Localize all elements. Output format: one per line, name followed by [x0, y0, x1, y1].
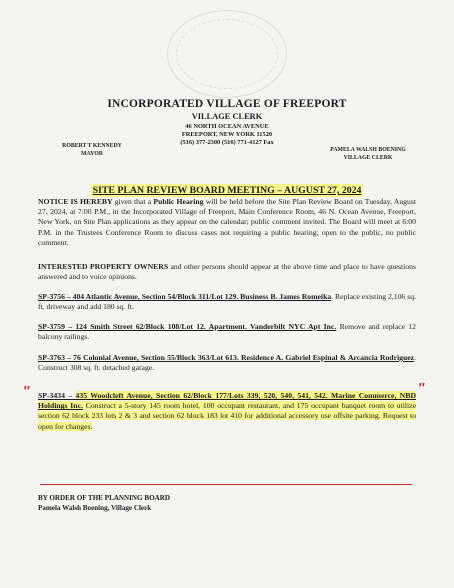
mayor-name: ROBERT T KENNEDY: [62, 143, 122, 149]
case-text: Construct a 5-story 145 room hotel, 100 occupant restaurant, and 175 occupant banquet room to utilize section 62 block 233 lots 2 & 3 and section 62 block 183 lot 410 for additional accessory use offsite parking. Request to open for changes.: [38, 401, 416, 431]
notice-lead: NOTICE IS HEREBY: [38, 197, 113, 206]
notice-paragraph: [38, 197, 416, 248]
notice-text-1: given that a: [112, 197, 154, 206]
clerk-title: VILLAGE CLERK: [343, 154, 393, 161]
village-seal-watermark: [167, 10, 287, 98]
case-heading: SP-3759 – 124 Smith Street 62/Block 108/Lot 12. Apartment. Vanderbilt NYC Apt Inc.: [38, 322, 337, 331]
case-heading: 435 Woodcleft Avenue, Section 62/Block 177/Lots 339, 520, 540, 541, 542. Marine Commerce, NBD Holdings Inc.: [38, 391, 416, 411]
case-item-highlighted: [38, 391, 416, 432]
order-line: BY ORDER OF THE PLANNING BOARD: [38, 494, 170, 502]
case-text: . Replace existing 2,106 sq. ft. driveway and add 180 sq. ft.: [38, 292, 417, 312]
phone-fax: (516) 377-2300 (516) 771-4127 Fax: [180, 139, 274, 146]
case-item: [38, 292, 416, 312]
clerk-name: PAMELA WALSH BOENING: [330, 147, 406, 153]
interested-paragraph: [38, 262, 416, 282]
address-line-1: 46 NORTH OCEAN AVENUE: [185, 123, 269, 130]
case-item: [38, 353, 416, 373]
village-title: INCORPORATED VILLAGE OF FREEPORT: [107, 98, 347, 110]
case-heading: SP-3756 – 404 Atlantic Avenue, Section 54/Block 311/Lot 129. Business B. James Romeika: [38, 292, 332, 301]
case-text: . Construct 308 sq. ft. detached garage.: [38, 353, 416, 373]
notice-text-2: will be held before the Site Plan Review Board on Tuesday, August 27, 2024, at 7:00 P.M., in the Incorporated Village of Freeport, Main Conference Room, 46 N. Ocean Avenue, Freeport, New York, on Site Plan applications as they appear on the calendar; public comment invited. The Board will meet at 6:00 P.M. in the Trustees Conference Room to discuss cases not requiring a public hearing; open to the public, no public comment.: [38, 197, 416, 247]
mayor-block: [52, 143, 132, 158]
mayor-title: MAYOR: [80, 150, 103, 157]
signature-block: [38, 494, 170, 513]
handwritten-mark-right: '': [418, 380, 425, 395]
notice-bold: Public Hearing: [153, 197, 204, 206]
case-item: [38, 322, 416, 342]
clerk-block: [318, 147, 418, 162]
case-heading-prefix: SP-3434 –: [38, 391, 76, 400]
meeting-title: SITE PLAN REVIEW BOARD MEETING – AUGUST 27, 2024: [92, 185, 362, 196]
case-heading: SP-3763 – 76 Colonial Avenue, Section 55/Block 363/Lot 613. Residence A. Gabriel Espinal & Arcancia Rodriguez: [38, 353, 415, 362]
interested-text: and other persons should appear at the above time and place to have questions answered and to voice opinions.: [38, 262, 416, 282]
case-text: Remove and replace 12 balcony railings.: [38, 322, 416, 342]
clerk-signature-line: Pamela Walsh Boening, Village Clerk: [38, 503, 152, 512]
interested-lead: INTERESTED PROPERTY OWNERS: [38, 262, 169, 271]
red-underline-mark: [40, 484, 412, 485]
handwritten-mark-left: '': [23, 383, 30, 398]
office-name: VILLAGE CLERK: [191, 112, 263, 121]
meeting-heading: [0, 180, 454, 198]
address-line-2: FREEPORT, NEW YORK 11520: [181, 131, 273, 138]
